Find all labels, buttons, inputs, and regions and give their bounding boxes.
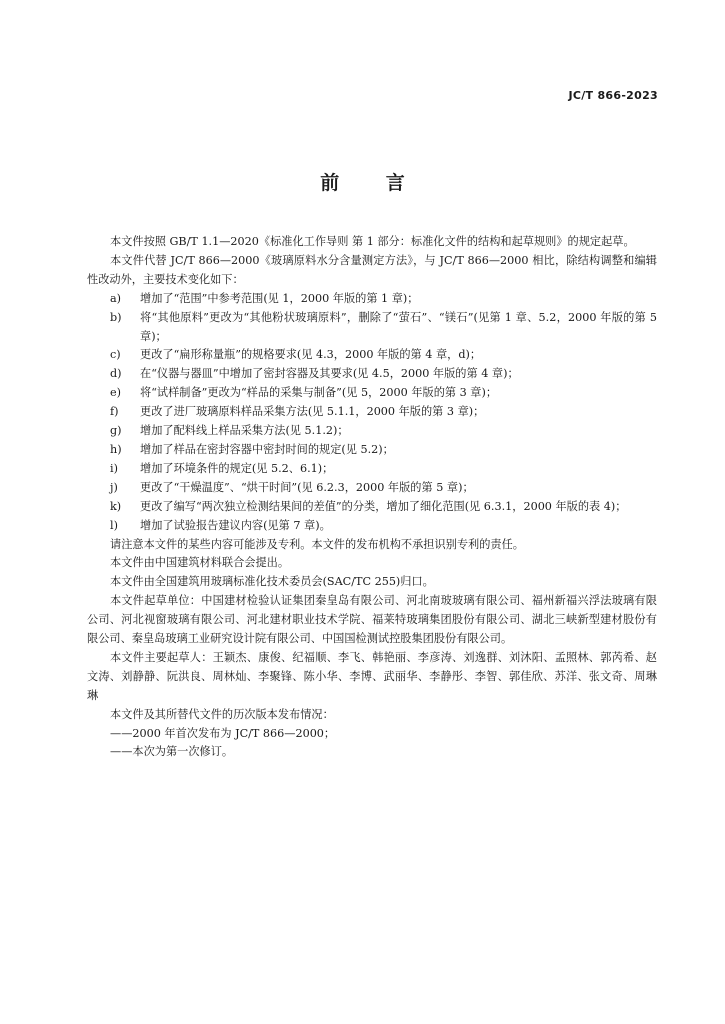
list-item xyxy=(87,498,657,517)
list-marker: f) xyxy=(110,405,119,419)
history-item: ——2000 年首次发布为 JC/T 866—2000； xyxy=(110,726,336,740)
list-marker: i) xyxy=(110,461,118,475)
list-item-text: 增加了样品在密封容器中密封时间的规定(见 5.2)； xyxy=(140,442,394,456)
list-item xyxy=(87,479,657,498)
list-item-text: 增加了试验报告建议内容(见第 7 章)。 xyxy=(140,518,331,532)
list-item xyxy=(87,365,657,384)
list-item xyxy=(87,422,657,441)
list-item-text: 将“其他原料”更改为“其他粉状玻璃原料”，删除了“萤石”、“镁石”(见第 1 章、5.2，2000 年版的第 5 章)； xyxy=(140,310,657,343)
committee-paragraph: 本文件由全国建筑用玻璃标准化技术委员会(SAC/TC 255)归口。 xyxy=(110,575,434,589)
proposer-paragraph: 本文件由中国建筑材料联合会提出。 xyxy=(110,556,290,570)
list-item-text: 更改了编写“两次独立检测结果间的差值”的分类，增加了细化范围(见 6.3.1，2000 年版的表 4)； xyxy=(140,499,627,513)
list-marker: b) xyxy=(110,310,122,324)
list-item xyxy=(87,346,657,365)
list-item xyxy=(87,460,657,479)
list-item xyxy=(87,384,657,403)
list-item-text: 增加了配料线上样品采集方法(见 5.1.2)； xyxy=(140,424,349,438)
document-body xyxy=(87,233,657,762)
document-code: JC/T 866-2023 xyxy=(568,89,658,102)
history-item: ——本次为第一次修订。 xyxy=(110,745,234,759)
list-marker: k) xyxy=(110,499,122,513)
list-item-text: 更改了“扁形称量瓶”的规格要求(见 4.3，2000 年版的第 4 章，d)； xyxy=(140,348,482,362)
list-marker: c) xyxy=(110,348,121,362)
drafting-units-paragraph: 本文件起草单位：中国建材检验认证集团秦皇岛有限公司、河北南玻玻璃有限公司、福州新福兴浮法玻璃有限公司、河北视窗玻璃有限公司、河北建材职业技术学院、福莱特玻璃集团股份有限公司、湖北三峡新型建材股份有限公司、秦皇岛玻璃工业研究设计院有限公司、中国国检测试控股集团股份有限公司。 xyxy=(87,594,657,646)
list-marker: a) xyxy=(110,291,122,305)
drafters-paragraph: 本文件主要起草人：王颖杰、康俊、纪福顺、李飞、韩艳丽、李彦涛、刘逸群、刘沐阳、孟照林、郭芮希、赵文涛、刘静静、阮洪良、周林灿、李聚锋、陈小华、李博、武丽华、李静彤、李智、郭佳欣、苏洋、张文奇、周琳琳 xyxy=(87,650,657,702)
list-item xyxy=(87,517,657,536)
list-marker: l) xyxy=(110,518,118,532)
list-item xyxy=(87,441,657,460)
list-marker: e) xyxy=(110,386,121,400)
list-item-text: 更改了进厂玻璃原料样品采集方法(见 5.1.1，2000 年版的第 3 章)； xyxy=(140,405,485,419)
list-marker: d) xyxy=(110,367,122,381)
list-item-text: 更改了“干燥温度”、“烘干时间”(见 6.2.3，2000 年版的第 5 章)； xyxy=(140,480,474,494)
list-item xyxy=(87,403,657,422)
page-title: 前 言 xyxy=(320,172,425,194)
list-item-text: 增加了环境条件的规定(见 5.2、6.1)； xyxy=(140,461,334,475)
list-marker: h) xyxy=(110,442,122,456)
patent-notice: 请注意本文件的某些内容可能涉及专利。本文件的发布机构不承担识别专利的责任。 xyxy=(110,537,524,551)
history-heading: 本文件及其所替代文件的历次版本发布情况： xyxy=(110,707,334,721)
intro-paragraph: 本文件代替 JC/T 866—2000《玻璃原料水分含量测定方法》，与 JC/T 866—2000 相比，除结构调整和编辑性改动外，主要技术变化如下： xyxy=(87,253,657,286)
list-item xyxy=(87,290,657,309)
list-marker: j) xyxy=(110,480,118,494)
list-item xyxy=(87,309,657,347)
list-item-text: 增加了“范围”中参考范围(见 1，2000 年版的第 1 章)； xyxy=(140,291,419,305)
changes-list xyxy=(87,290,657,536)
list-marker: g) xyxy=(110,424,122,438)
list-item-text: 在“仪器与器皿”中增加了密封容器及其要求(见 4.5，2000 年版的第 4 章)； xyxy=(140,367,519,381)
list-item-text: 将“试样制备”更改为“样品的采集与制备”(见 5，2000 年版的第 3 章)； xyxy=(140,386,498,400)
intro-paragraph: 本文件按照 GB/T 1.1—2020《标准化工作导则 第 1 部分：标准化文件的结构和起草规则》的规定起草。 xyxy=(110,235,635,248)
